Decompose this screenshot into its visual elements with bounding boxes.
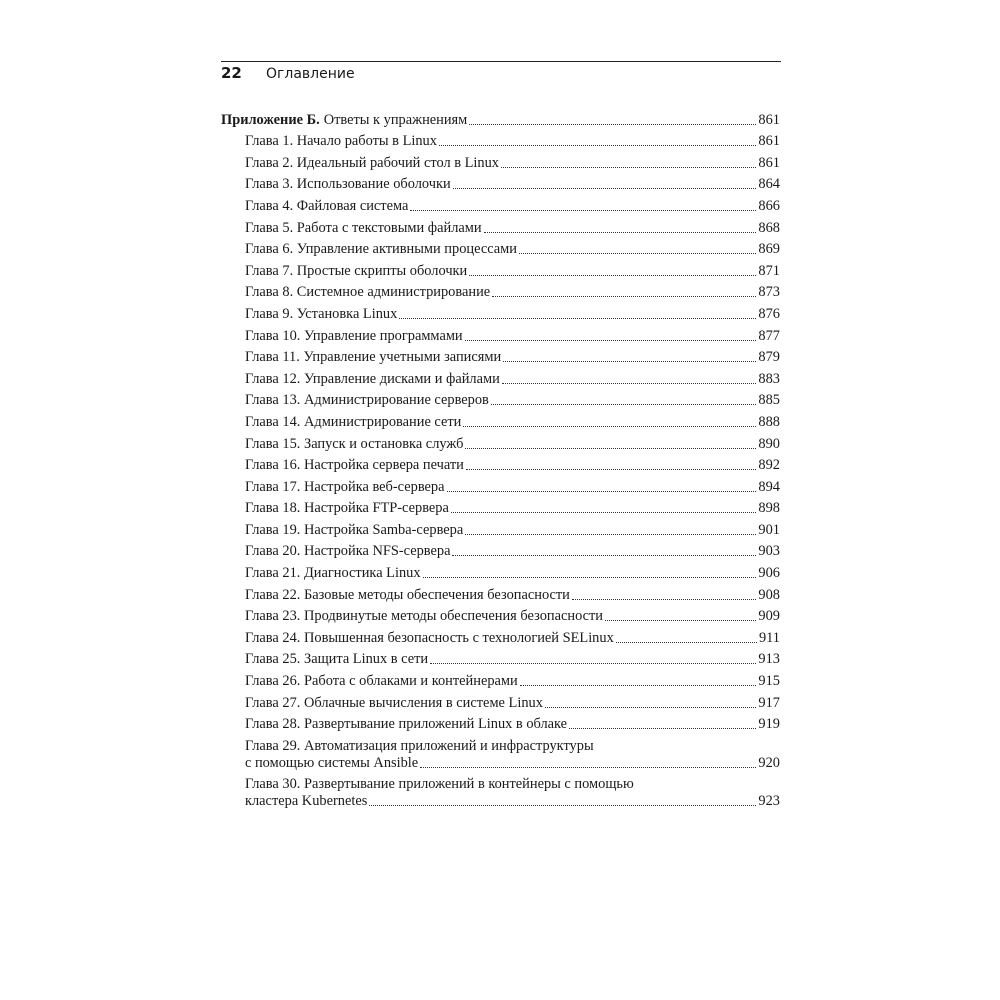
chapter-page-number: 894 xyxy=(758,478,780,495)
chapter-page-number: 917 xyxy=(758,694,780,711)
toc-entry[interactable] xyxy=(221,604,780,626)
appendix-label: Приложение Б. xyxy=(221,111,320,128)
toc-entry[interactable] xyxy=(221,301,780,323)
chapter-title: Глава 18. Настройка FTP-сервера xyxy=(245,500,449,517)
chapter-page-number: 890 xyxy=(758,435,780,452)
dot-leader xyxy=(410,210,756,211)
chapter-title-line2: с помощью системы Ansible xyxy=(245,754,419,771)
dot-leader xyxy=(503,361,756,362)
chapter-page-number: 883 xyxy=(758,370,780,387)
page-number: 22 xyxy=(221,64,242,82)
appendix-title: Ответы к упражнениям xyxy=(323,111,468,128)
chapter-title: Глава 17. Настройка веб-сервера xyxy=(245,478,445,495)
dot-leader xyxy=(492,296,756,297)
chapter-title: Глава 13. Администрирование серверов xyxy=(245,392,489,409)
chapter-title: Глава 27. Облачные вычисления в системе Linux xyxy=(245,694,543,711)
dot-leader xyxy=(545,707,756,708)
chapter-page-number: 885 xyxy=(758,392,780,409)
dot-leader xyxy=(399,318,756,319)
toc-entry[interactable] xyxy=(221,237,780,259)
dot-leader xyxy=(463,426,756,427)
toc-entry[interactable] xyxy=(221,280,780,302)
dot-leader xyxy=(484,232,757,233)
chapter-title: Глава 16. Настройка сервера печати xyxy=(245,457,464,474)
chapter-title-line2: кластера Kubernetes xyxy=(245,793,368,810)
toc-entry[interactable] xyxy=(221,712,780,734)
chapter-title: Глава 24. Повышенная безопасность с технологией SELinux xyxy=(245,629,614,646)
toc-entry[interactable] xyxy=(221,625,780,647)
chapter-page-number: 911 xyxy=(758,629,780,646)
toc-entry[interactable] xyxy=(221,388,780,410)
dot-leader xyxy=(453,188,757,189)
chapter-title: Глава 15. Запуск и остановка служб xyxy=(245,435,464,452)
chapter-page-number: 903 xyxy=(758,543,780,560)
table-of-contents xyxy=(221,107,780,810)
appendix-page-number: 861 xyxy=(758,111,780,128)
section-title: Оглавление xyxy=(266,66,355,82)
header-rule xyxy=(221,61,781,62)
chapter-title: Глава 11. Управление учетными записями xyxy=(245,349,502,366)
chapter-page-number: 901 xyxy=(758,521,780,538)
dot-leader xyxy=(616,642,757,643)
toc-entry[interactable] xyxy=(221,215,780,237)
chapter-title: Глава 1. Начало работы в Linux xyxy=(245,133,437,150)
dot-leader xyxy=(452,555,756,556)
chapter-title: Глава 10. Управление программами xyxy=(245,327,463,344)
toc-entry[interactable] xyxy=(221,366,780,388)
dot-leader xyxy=(520,685,757,686)
dot-leader xyxy=(605,620,756,621)
chapter-title: Глава 6. Управление активными процессами xyxy=(245,241,517,258)
toc-entry[interactable] xyxy=(221,582,780,604)
chapter-title-line1: Глава 30. Развертывание приложений в контейнеры с помощью xyxy=(245,776,634,793)
chapter-page-number: 861 xyxy=(758,154,780,171)
chapter-page-number: 913 xyxy=(758,651,780,668)
chapter-title: Глава 8. Системное администрирование xyxy=(245,284,491,301)
chapter-title: Глава 3. Использование оболочки xyxy=(245,176,451,193)
toc-entry[interactable] xyxy=(221,453,780,475)
chapter-title: Глава 22. Базовые методы обеспечения безопасности xyxy=(245,586,570,603)
dot-leader xyxy=(466,469,757,470)
toc-entry[interactable] xyxy=(221,323,780,345)
dot-leader xyxy=(569,728,756,729)
chapter-title: Глава 2. Идеальный рабочий стол в Linux xyxy=(245,154,499,171)
chapter-page-number: 908 xyxy=(758,586,780,603)
chapter-title-line1: Глава 29. Автоматизация приложений и инфраструктуры xyxy=(245,737,594,754)
chapter-page-number: 920 xyxy=(758,754,780,771)
dot-leader xyxy=(469,275,756,276)
chapter-title: Глава 19. Настройка Samba-сервера xyxy=(245,521,464,538)
toc-entry[interactable] xyxy=(221,539,780,561)
dot-leader xyxy=(451,512,757,513)
toc-entry[interactable] xyxy=(221,129,780,151)
toc-entry-appendix[interactable] xyxy=(221,107,780,129)
chapter-page-number: 873 xyxy=(758,284,780,301)
chapter-title: Глава 12. Управление дисками и файлами xyxy=(245,370,500,387)
chapter-page-number: 923 xyxy=(758,793,780,810)
dot-leader xyxy=(519,253,756,254)
dot-leader xyxy=(423,577,757,578)
chapter-page-number: 915 xyxy=(758,673,780,690)
dot-leader xyxy=(430,663,756,664)
dot-leader xyxy=(465,534,756,535)
chapter-title: Глава 9. Установка Linux xyxy=(245,305,398,322)
toc-entry[interactable] xyxy=(221,690,780,712)
chapter-page-number: 906 xyxy=(758,565,780,582)
chapter-title: Глава 25. Защита Linux в сети xyxy=(245,651,429,668)
chapter-page-number: 869 xyxy=(758,241,780,258)
chapter-page-number: 919 xyxy=(758,716,780,733)
toc-entry[interactable] xyxy=(221,150,780,172)
dot-leader xyxy=(447,491,757,492)
toc-entry[interactable] xyxy=(221,647,780,669)
toc-entry[interactable] xyxy=(221,772,780,811)
toc-entry[interactable] xyxy=(221,193,780,215)
toc-entry[interactable] xyxy=(221,258,780,280)
chapter-title: Глава 20. Настройка NFS-сервера xyxy=(245,543,451,560)
chapter-page-number: 876 xyxy=(758,305,780,322)
chapter-title: Глава 26. Работа с облаками и контейнерами xyxy=(245,673,518,690)
chapter-page-number: 898 xyxy=(758,500,780,517)
toc-entry[interactable] xyxy=(221,474,780,496)
toc-entry[interactable] xyxy=(221,345,780,367)
dot-leader xyxy=(369,805,756,806)
chapter-page-number: 868 xyxy=(758,219,780,236)
chapter-page-number: 864 xyxy=(758,176,780,193)
toc-entry[interactable] xyxy=(221,431,780,453)
toc-entry[interactable] xyxy=(221,733,780,772)
chapter-page-number: 879 xyxy=(758,349,780,366)
dot-leader xyxy=(465,448,756,449)
running-header xyxy=(221,64,355,82)
dot-leader xyxy=(469,124,756,125)
toc-entry[interactable] xyxy=(221,668,780,690)
dot-leader xyxy=(420,767,756,768)
chapter-page-number: 892 xyxy=(758,457,780,474)
dot-leader xyxy=(572,599,757,600)
chapter-page-number: 871 xyxy=(758,262,780,279)
chapter-title: Глава 23. Продвинутые методы обеспечения безопасности xyxy=(245,608,604,625)
toc-entry[interactable] xyxy=(221,496,780,518)
toc-entry[interactable] xyxy=(221,560,780,582)
chapter-title: Глава 5. Работа с текстовыми файлами xyxy=(245,219,482,236)
toc-entry[interactable] xyxy=(221,172,780,194)
chapter-page-number: 866 xyxy=(758,197,780,214)
dot-leader xyxy=(501,167,756,168)
chapter-page-number: 888 xyxy=(758,413,780,430)
toc-entry[interactable] xyxy=(221,517,780,539)
chapter-title: Глава 7. Простые скрипты оболочки xyxy=(245,262,468,279)
chapter-page-number: 909 xyxy=(758,608,780,625)
chapter-title: Глава 14. Администрирование сети xyxy=(245,413,462,430)
chapter-page-number: 861 xyxy=(758,133,780,150)
dot-leader xyxy=(465,340,757,341)
toc-entry[interactable] xyxy=(221,409,780,431)
chapter-page-number: 877 xyxy=(758,327,780,344)
dot-leader xyxy=(502,383,757,384)
dot-leader xyxy=(439,145,756,146)
chapter-title: Глава 21. Диагностика Linux xyxy=(245,565,421,582)
chapter-title: Глава 28. Развертывание приложений Linux в облаке xyxy=(245,716,568,733)
chapter-title: Глава 4. Файловая система xyxy=(245,197,409,214)
dot-leader xyxy=(491,404,757,405)
